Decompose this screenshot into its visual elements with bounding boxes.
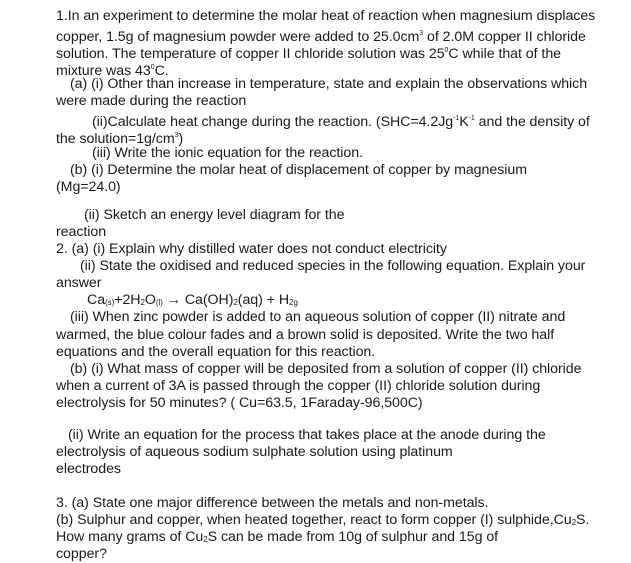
subscript: 2 (203, 535, 208, 544)
q1-line-3 (56, 42, 562, 62)
text: solution. The temperature of copper II chloride solution was 25 (56, 46, 445, 62)
q2b-ii-line-1: (ii) Write an equation for the process that takes place at the anode during the (68, 427, 546, 443)
text: C while that of the (448, 46, 562, 62)
q2a-iii-line-1: (iii) When zinc powder is added to an aqueous solution of copper (II) nitrate and (70, 309, 566, 325)
q2b-i-line-2: when a current of 3A is passed through the copper (II) chloride solution during (56, 378, 541, 394)
q1b-ii-line-2: reaction (56, 224, 107, 240)
q2b-ii-line-3: electrodes (56, 461, 121, 477)
text: and the density of (474, 114, 590, 130)
q2b-ii-line-2: electrolysis of aqueous sodium sulphate solution using platinum (56, 444, 453, 460)
q1a-ii-line-2 (56, 127, 184, 147)
text: (b) Sulphur and copper, when heated together, react to form copper (I) sulphide,Cu (56, 512, 572, 528)
subscript: 2 (233, 298, 238, 307)
q3a: 3. (a) State one major difference between the metals and non-metals. (56, 495, 489, 511)
superscript: 3 (174, 132, 179, 139)
superscript: -1 (453, 115, 460, 122)
text: ) (178, 131, 184, 147)
q1-line-4 (56, 59, 169, 79)
q1-line-2 (56, 25, 586, 45)
text: mixture was 43 (56, 63, 151, 79)
q2a-iii-line-3: equations and the overall equation for this reaction. (56, 344, 376, 360)
degree-superscript: 0 (444, 47, 449, 54)
q2a-i: 2. (a) (i) Explain why distilled water does not conduct electricity (56, 241, 447, 257)
q2a-ii-line-1: (ii) State the oxidised and reduced species in the following equation. Explain your (80, 258, 586, 274)
q1b-i-line-2: (Mg=24.0) (56, 179, 121, 195)
text: How many grams of Cu (56, 529, 204, 545)
text: S. (576, 512, 590, 528)
q2a-iii-line-2: warmed, the blue colour fades and a brown solid is deposited. Write the two half (56, 327, 555, 343)
q3b-line-2 (56, 529, 498, 546)
q1a-iii: (iii) Write the ionic equation for the reaction. (92, 145, 363, 161)
subscript: 2g (289, 298, 298, 307)
text: S can be made from 10g of sulphur and 15g of (207, 529, 499, 545)
subscript: (s) (105, 298, 115, 307)
superscript: -1 (468, 115, 475, 122)
text: Ca (87, 292, 106, 308)
q1b-i-line-1: (b) (i) Determine the molar heat of displacement of copper by magnesium (70, 162, 527, 178)
text: copper, 1.5g of magnesium powder were added to 25.0cm (56, 29, 420, 45)
q3b-line-3: copper? (56, 546, 107, 562)
text: K (459, 114, 469, 130)
arrow-icon: → (162, 292, 185, 308)
text: C. (154, 63, 169, 79)
text: of 2.0M copper II chloride (423, 29, 586, 45)
subscript: 2 (571, 518, 577, 527)
q1-line-1: 1.In an experiment to determine the molar heat of reaction when magnesium displaces (56, 8, 596, 24)
text: Ca(OH) (184, 292, 234, 308)
text: (ii)Calculate heat change during the reaction. (SHC=4.2Jg (92, 114, 454, 130)
chemical-equation (87, 292, 298, 309)
degree-superscript: 0 (150, 64, 155, 71)
q1a-i-line-1: (a) (i) Other than increase in temperature, state and explain the observations which (70, 76, 588, 92)
q2b-i-line-3: electrolysis for 50 minutes? ( Cu=63.5, 1Faraday-96,500C) (56, 395, 423, 411)
text: (aq) + H (237, 292, 290, 308)
q3b-line-1 (56, 512, 589, 529)
text: +2H (114, 292, 141, 308)
q1a-ii-line-1 (92, 110, 590, 130)
text: O (144, 292, 156, 308)
superscript: 3 (419, 30, 424, 37)
q2b-i-line-1: (b) (i) What mass of copper will be deposited from a solution of copper (II) chloride (70, 361, 582, 377)
subscript: 2 (140, 298, 145, 307)
subscript: (l) (155, 298, 163, 307)
q1a-i-line-2: were made during the reaction (56, 93, 247, 109)
q1b-ii-line-1: (ii) Sketch an energy level diagram for the (84, 207, 345, 223)
text: the solution=1g/cm (56, 131, 175, 147)
q2a-ii-line-2: answer (56, 275, 102, 291)
